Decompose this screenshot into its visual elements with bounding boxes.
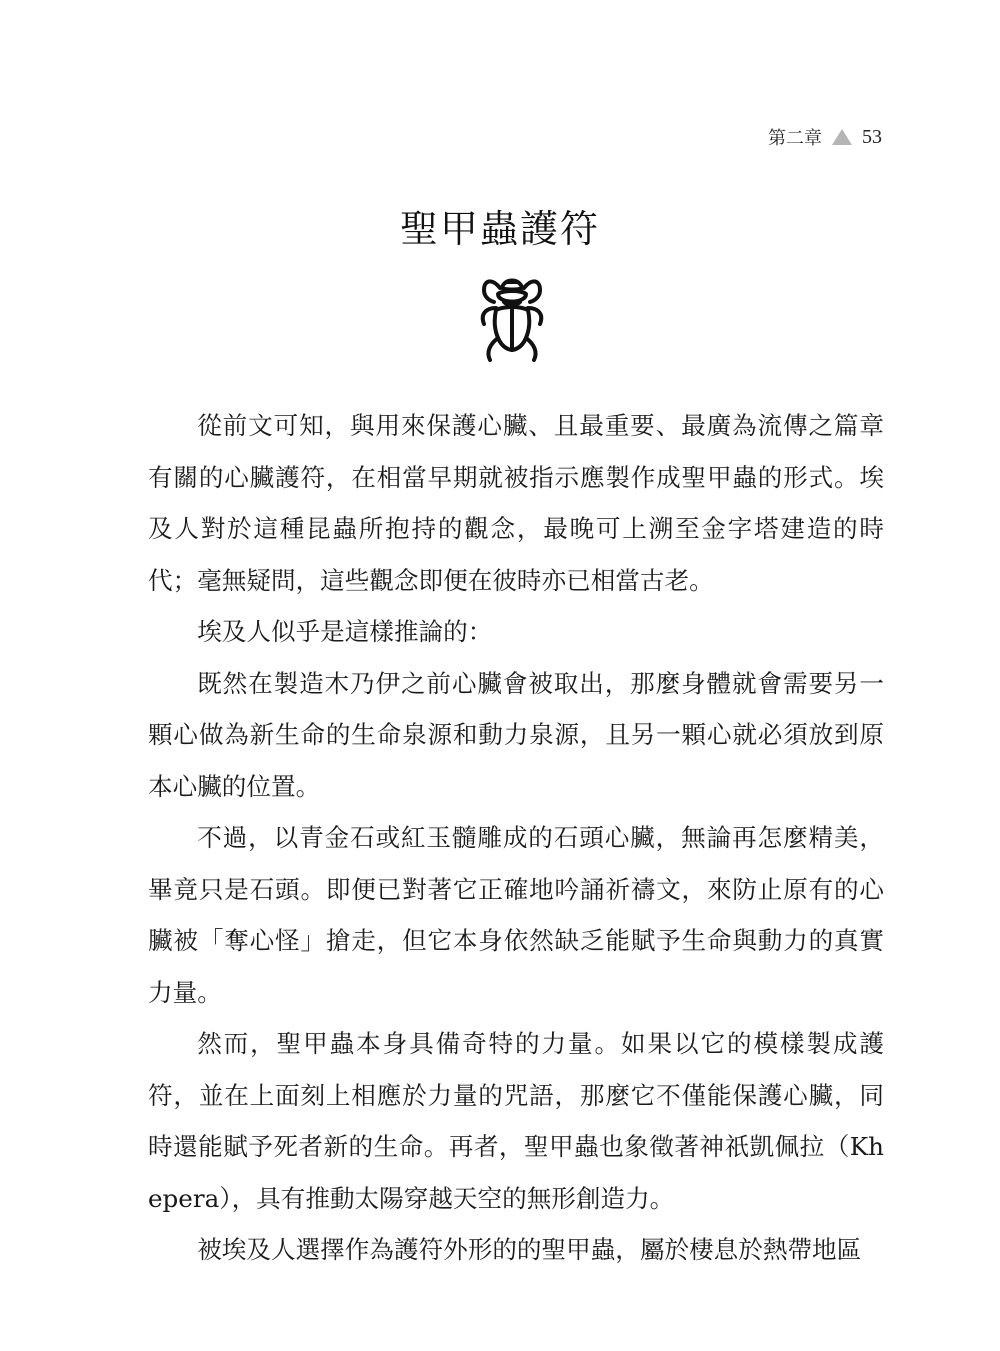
body-text — [148, 400, 884, 1276]
running-header — [768, 124, 882, 150]
paragraph: 不過，以青金石或紅玉髓雕成的石頭心臟，無論再怎麼精美，畢竟只是石頭。即便已對著它正確地吟誦祈禱文，來防止原有的心臟被「奪心怪」搶走，但它本身依然缺乏能賦予生命與動力的真實力量。 — [148, 823, 884, 1007]
triangle-icon — [832, 129, 852, 145]
chapter-label: 第二章 — [768, 128, 822, 149]
paragraph: 從前文可知，與用來保護心臟、且最重要、最廣為流傳之篇章有關的心臟護符，在相當早期就被指示應製作成聖甲蟲的形式。埃及人對於這種昆蟲所抱持的觀念，最晚可上溯至金字塔建造的時代；毫無疑問，這些觀念即便在彼時亦已相當古老。 — [148, 411, 884, 595]
page-title: 聖甲蟲護符 — [399, 207, 600, 251]
paragraph: 埃及人似乎是這樣推論的： — [197, 617, 493, 646]
page-number: 53 — [862, 125, 882, 148]
paragraph: 然而，聖甲蟲本身具備奇特的力量。如果以它的模樣製成護符，並在上面刻上相應於力量的咒語，那麼它不僅能保護心臟，同時還能賦予死者新的生命。再者，聖甲蟲也象徵著神祇凱佩拉（Khepera），具有推動太陽穿越天空的無形創造力。 — [148, 1029, 884, 1213]
paragraph: 被埃及人選擇作為護符外形的的聖甲蟲，屬於棲息於熱帶地區 — [197, 1235, 862, 1264]
scarab-beetle-icon — [474, 266, 550, 366]
paragraph: 既然在製造木乃伊之前心臟會被取出，那麼身體就會需要另一顆心做為新生命的生命泉源和動力泉源，且另一顆心就必須放到原本心臟的位置。 — [148, 668, 884, 801]
